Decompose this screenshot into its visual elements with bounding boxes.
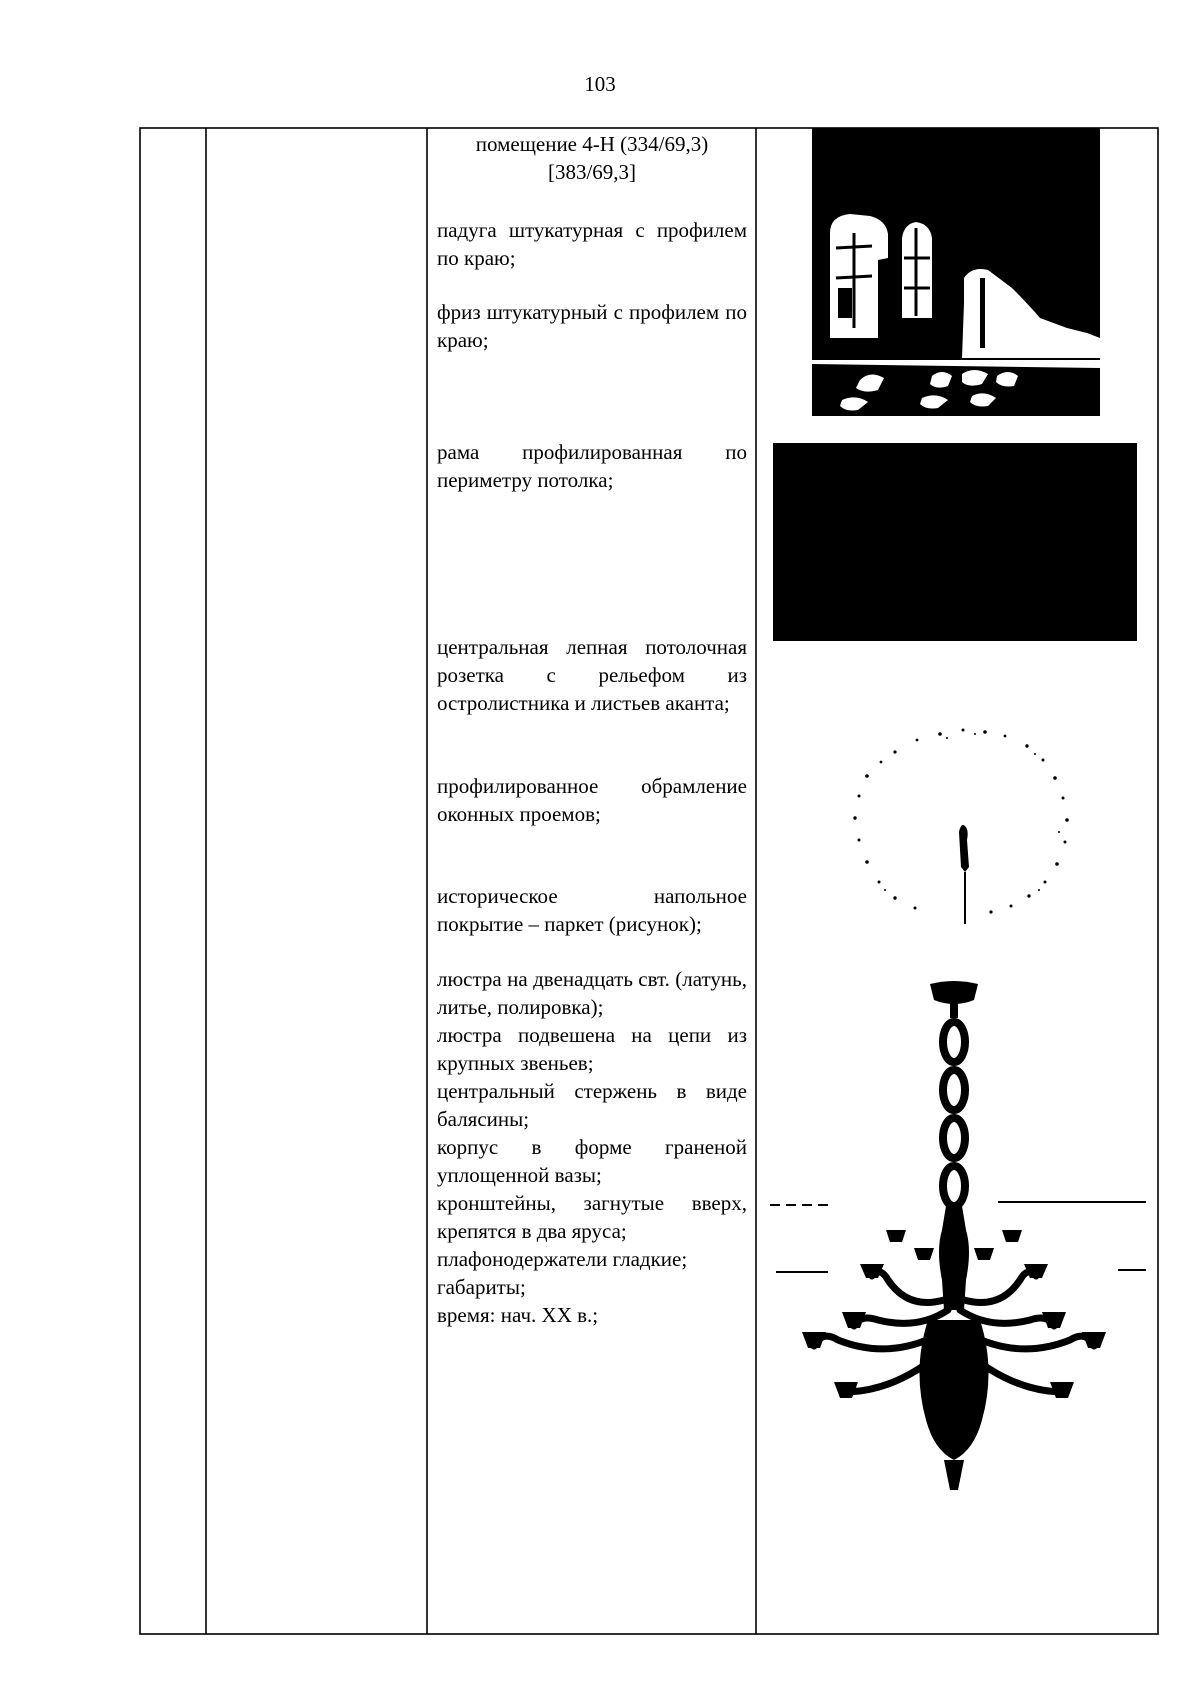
chandelier-description: люстра на двенадцать свт. (латунь, литье, полировка); люстра подвешена на цепи из крупных звеньев; центральный стержень в виде балясины; корпус в форме граненой уплощенной вазы; кронштейны, загнутые вверх, крепятся в два яруса; плафонодержатели гладкие; габариты; время: нач. XX в.; xyxy=(437,967,747,1327)
room-heading: помещение 4-Н (334/69,3) xyxy=(475,132,709,156)
ceiling-frame-photo xyxy=(773,443,1137,641)
list-item: историческое напольное покрытие – паркет (рисунок); xyxy=(437,884,747,936)
list-item: фриз штукатурный с профилем по краю; xyxy=(437,300,747,352)
description-column xyxy=(437,130,747,1327)
room-heading-code: [383/69,3] xyxy=(547,160,637,184)
list-item: рама профилированная по периметру потолка; xyxy=(437,440,747,492)
list-item: падуга штукатурная с профилем по краю; xyxy=(437,218,747,270)
list-item: центральная лепная потолочная розетка с рельефом из остролистника и листьев аканта; xyxy=(437,635,747,715)
list-item: профилированное обрамление оконных проемов; xyxy=(437,774,747,826)
ceiling-rosette-photo xyxy=(845,722,1085,942)
page-number: 103 xyxy=(584,72,616,96)
chandelier-photo xyxy=(768,980,1148,1500)
interior-photo xyxy=(812,128,1100,416)
